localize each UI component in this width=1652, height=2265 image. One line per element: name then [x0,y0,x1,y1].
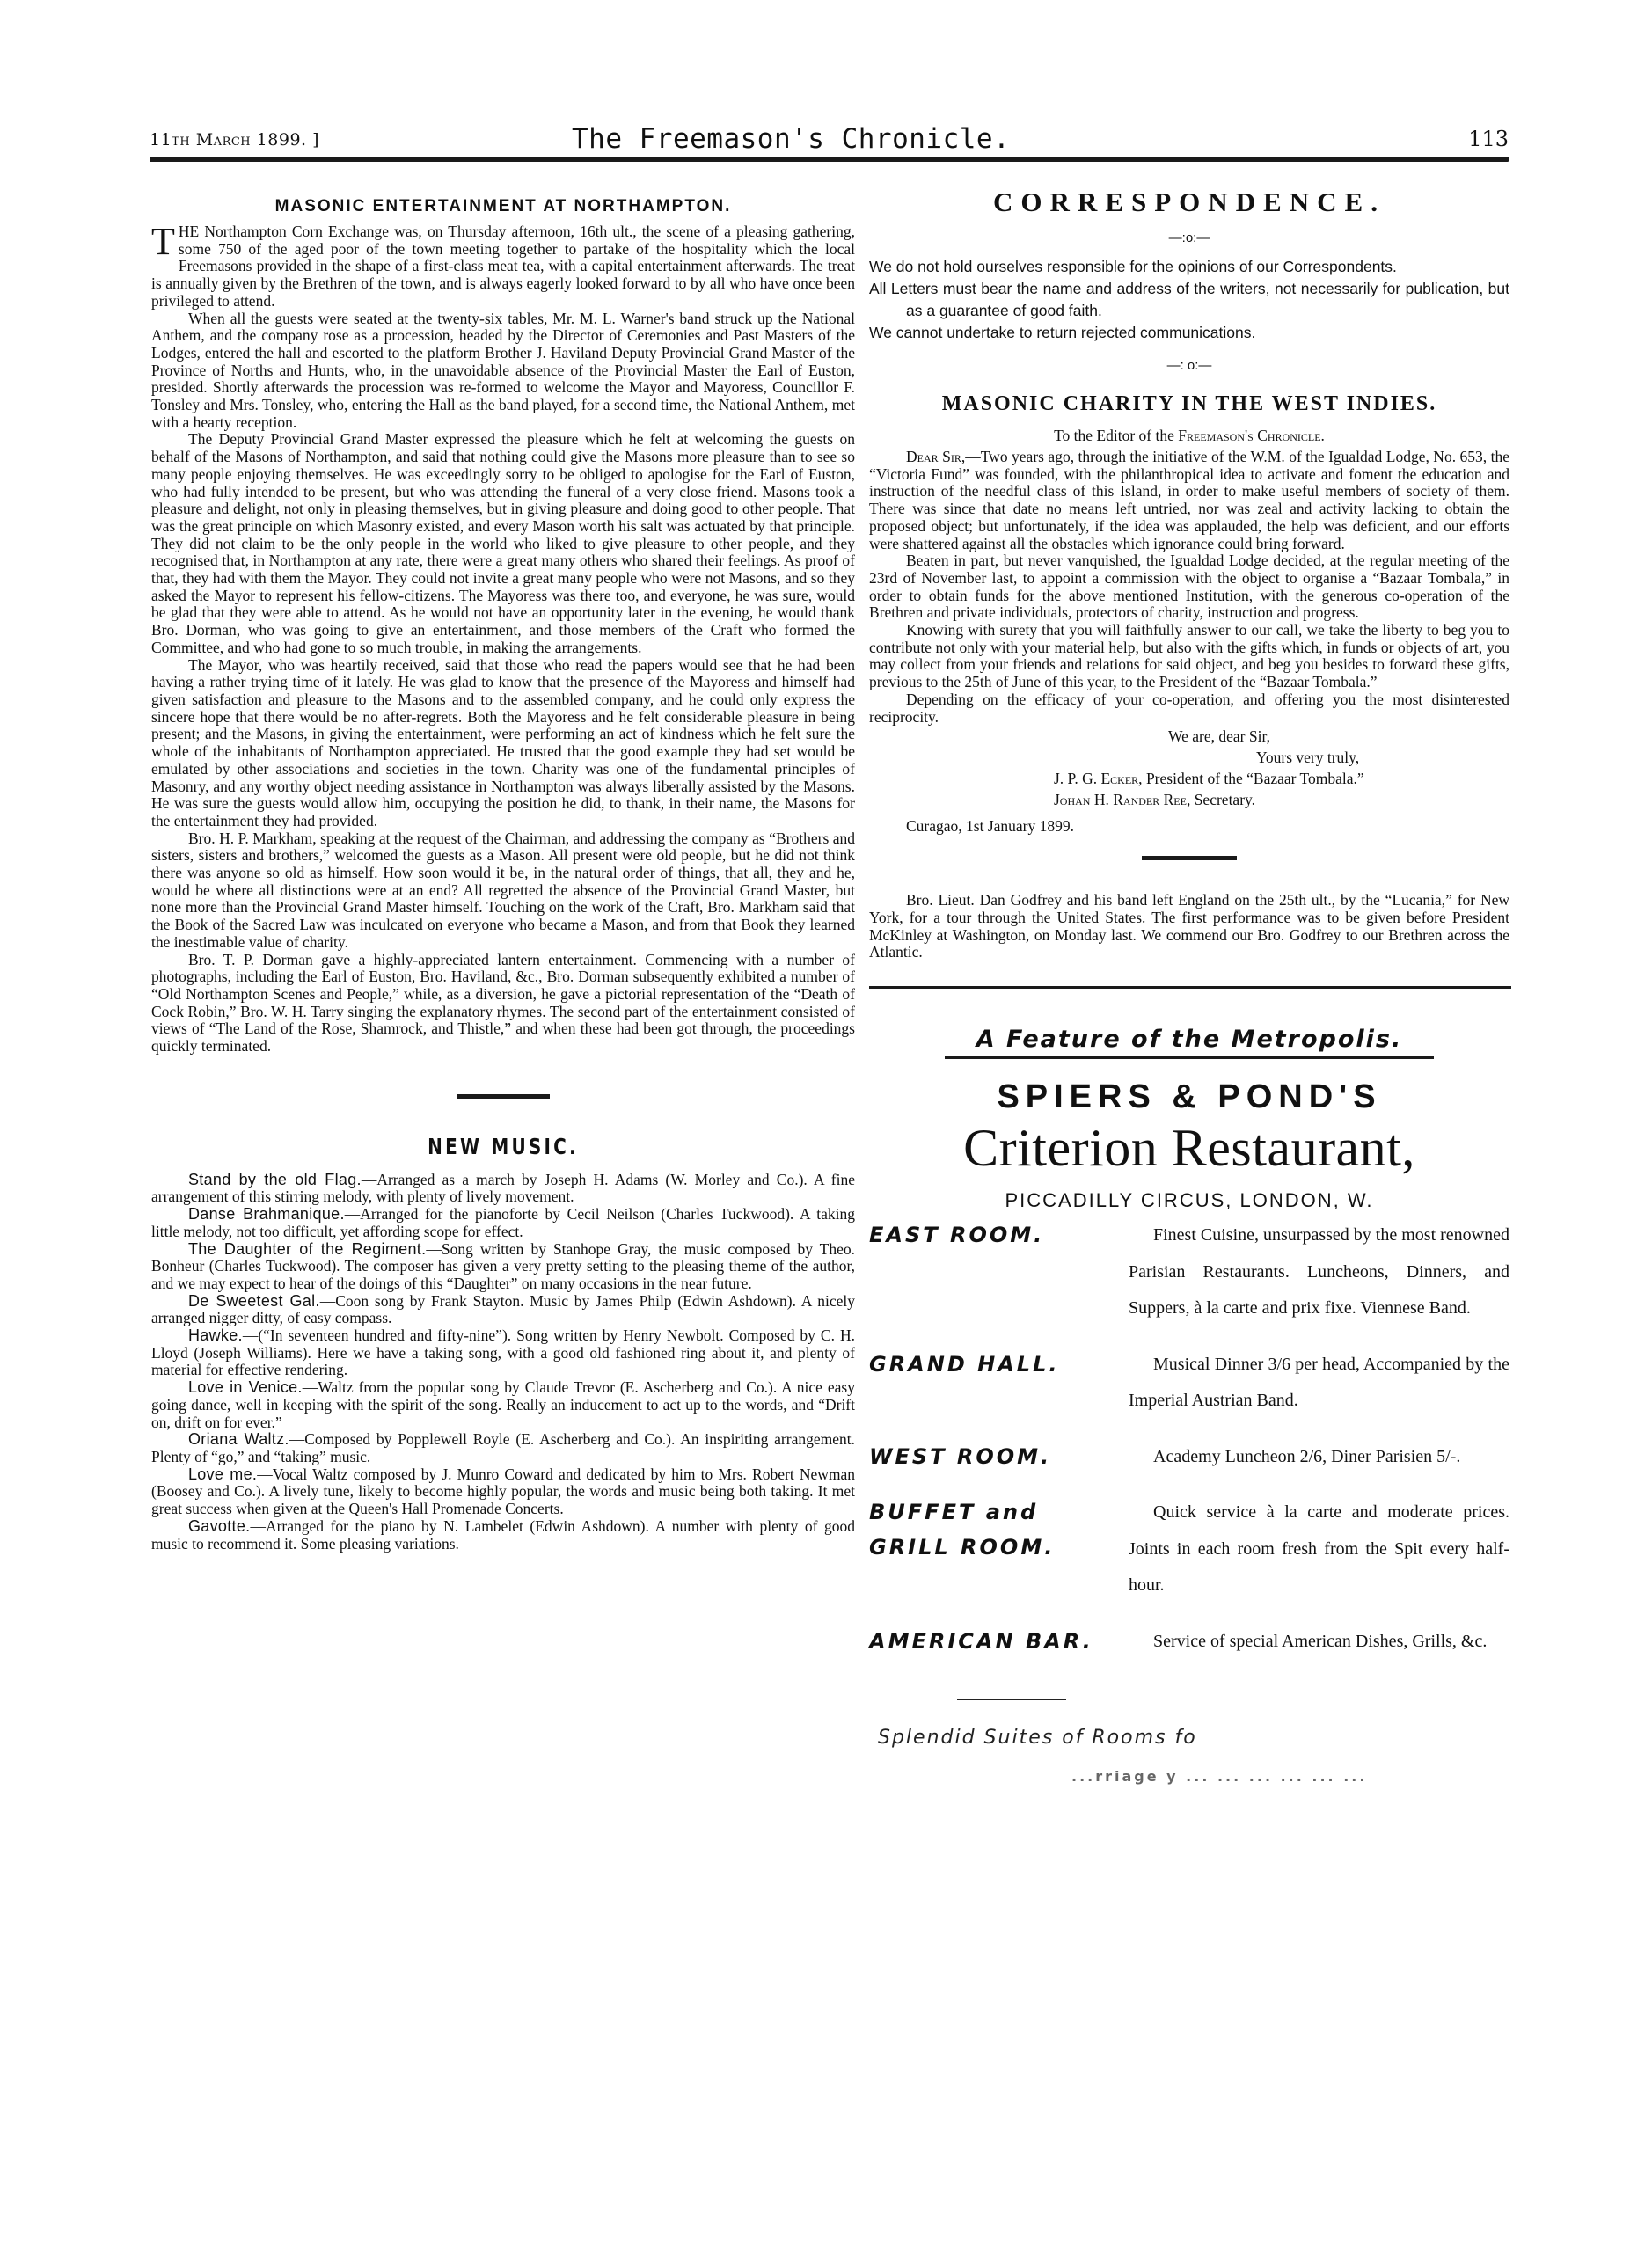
music-title: Oriana Waltz. [188,1430,289,1449]
music-title: The Daughter of the Regiment. [188,1239,427,1258]
article-paragraph: The Deputy Provincial Grand Master expressed the pleasure which he felt at welcoming the guests on behalf of the Masons of Northampton, and said that nothing could give the Masons more pleasure than to see so many people enjoying themselves. He was exceedingly sorry to be obliged to apologise for the Earl of Euston, who had fully intended to be present, but who was attending the funeral of a very close friend. Masons took a pleasure and delight, not only in pleasing themselves, but in giving pleasure and doing good to other people. That was the great principle on which Masonry existed, and every Mason worth his salt was actuated by that principle. They did not claim to be the only people in the world who liked to give pleasure to other people, and they recognised that, in Northampton at any rate, there were a great many others who shared their feelings. As proof of that, they had with them the Mayor. They could not invite a great many people who were not Masons, and so they asked the Mayor to represent his fellow-citizens. The Mayoress was there too, and everyone, he was sure, would be glad that they were able to attend. As he would not have an opportunity later in the evening, he would thank Bro. Dorman, who was going to give an entertainment, and those members of the Craft who formed the Committee, and who had gone to so much trouble, in making the arrangements. [151,430,855,656]
music-title: Love in Venice. [188,1378,303,1397]
music-title: Danse Brahmanique. [188,1205,345,1224]
music-title: De Sweetest Gal. [188,1291,320,1310]
room-name: AMERICAN BAR. [869,1628,1093,1654]
room-name: WEST ROOM. [869,1443,1052,1469]
music-title: Hawke. [188,1326,243,1345]
new-music-list [151,1172,855,1553]
advert-footer-faded: ...rriage y ... ... ... ... ... ... [1071,1768,1368,1786]
news-paragraph: Bro. Lieut. Dan Godfrey and his band left England on the 25th ult., by the “Lucania,” for New York, for a tour through the United States. The first performance was to be given before President McKinley at Washington, on Monday last. We commend our Bro. Godfrey to our Brethren across the Atlantic. [869,891,1509,961]
music-review: Hawke.—(“In seventeen hundred and fifty-nine”). Song written by Henry Newbolt. Composed by C. H. Lloyd (Joseph Williams). Here we have a taking song, with a good old fashioned ring about it, and plenty of material for effective rendering. [151,1326,855,1379]
letter-title: MASONIC CHARITY IN THE WEST INDIES. [941,392,1437,415]
room-name: BUFFET and GRILL ROOM. [869,1500,1056,1560]
northampton-article [151,197,855,1056]
advert-address: PICCADILLY CIRCUS, LONDON, W. [1005,1189,1374,1212]
publication-title: The Freemason's Chronicle. [572,123,1011,155]
article-paragraph: Bro. H. P. Markham, speaking at the request of the Chairman, and addressing the company as “Brothers and sisters, sisters and brothers,” welcomed the guests as a Mason. All present were old people, but he did not think there was anyone so old as himself. How soon would it be, in the natural order of things, that all, they and he, would be where all distinctions were at an end? All regretted the absence of the Provincial Grand Master, but none more than the Provincial Grand Master himself. Touching on the work of the Craft, Bro. Markham said that the Book of the Sacred Law was inculcated on everyone who became a Mason, and from that Book they learned the inestimable value of charity. [151,829,855,951]
editorial-notice: We cannot undertake to return rejected communications. [869,324,1256,341]
room-description: Academy Luncheon 2/6, Diner Parisien 5/-. [1153,1446,1461,1466]
article-title: MASONIC ENTERTAINMENT AT NORTHAMPTON. [274,197,732,216]
letter-addressee: To the Editor of the Freemason's Chronicle. [1054,427,1325,444]
room-description: Musical Dinner 3/6 per head, Accompanied by the Imperial Austrian Band. [1129,1354,1509,1411]
section-separator [457,1094,550,1099]
letter-paragraph: Dear Sir,—Two years ago, through the initiative of the W.M. of the Igualdad Lodge, No. 653, the “Victoria Fund” was founded, with the philanthropical idea to activate and foment the education and instruction of the needful class of this Island, in order to make useful members of society of them. There was since that date no means left untried, nor was zeal and activity lacking to obtain the proposed object; but unfortunately, if the idea was applauded, the help was deficient, and our efforts were shattered against all the obstacles which ignorance could bring forward. [869,448,1510,552]
page-number: 113 [1468,127,1509,151]
letter-body [869,449,1509,726]
salutation: Dear Sir, [906,448,966,465]
music-review: Love in Venice.—Waltz from the popular song by Claude Trevor (E. Ascherberg and Co.). A nice easy going dance, well in keeping with the spirit of the song. Really an inducement to act up to the words, and “Drift on, drift on for ever.” [151,1378,855,1431]
room-row-buffet-grill [869,1494,1509,1604]
music-review: Danse Brahmanique.—Arranged for the pianoforte by Cecil Neilson (Charles Tuckwood). A taking little melody, not too difficult, yet affording scope for effect. [151,1205,855,1240]
room-row-east [869,1217,1509,1327]
music-review: The Daughter of the Regiment.—Song written by Stanhope Gray, the music composed by Theo. Bonheur (Charles Tuckwood). The composer has given a very pretty setting to the pleasing theme of the author, and we may expect to hear of the doings of this “Daughter” on many occasions in the near future. [151,1239,855,1292]
letter-paragraph: Beaten in part, but never vanquished, the Igualdad Lodge decided, at the regular meeting of the 23rd of November last, to appoint a commission with the object to organise a “Bazaar Tombala,” in order to obtain funds for the above mentioned Institution, with the generous co-operation of the Brethren and private individuals, protectors of charity, instruction and progress. [869,552,1509,622]
advert-restaurant-name: Criterion Restaurant, [963,1119,1415,1178]
letter-signoff [869,726,1509,837]
letter-paragraph: Knowing with surety that you will faithfully answer to our call, we take the liberty to beg you to contribute not only with your material help, but also with the gifts which, in funds or objects of art, you may collect from your friends and relations for said object, and beg you besides to forward these gifts, previous to the 25th of June of this year, to the President of the “Bazaar Tombala.” [869,621,1509,691]
editorial-notice: All Letters must bear the name and address of the writers, not necessarily for publication, but as a guarantee of good faith. [869,280,1509,319]
room-name: EAST ROOM. [869,1223,1045,1248]
signatory: Johan H. Rander Ree, Secretary. [1054,791,1256,809]
article-paragraph: Bro. T. P. Dorman gave a highly-appreciated lantern entertainment. Commencing with a number of photographs, including the Earl of Euston, Bro. Haviland, &c., Bro. Dorman subsequently exhibited a number of “Old Northampton Scenes and People,” while, as a diversion, he gave a pictorial representation of the “Death of Cock Robin,” Bro. W. H. Tarry singing the explanatory rhymes. The second part of the entertainment consisted of views of “The Land of the Rose, Shamrock, and Thistle,” and when these had been got through, the proceedings quickly terminated. [151,950,855,1056]
advert-short-rule [957,1699,1066,1700]
new-music-section [151,1134,855,1553]
editorial-notice: We do not hold ourselves responsible for the opinions of our Correspondents. [869,258,1397,275]
new-music-title: NEW MUSIC. [428,1133,579,1159]
room-row-grand-hall [869,1347,1509,1420]
godfrey-note [869,892,1509,961]
masthead [150,123,1509,158]
advert-proprietor: SPIERS & POND'S [997,1078,1382,1116]
tagline-underline [945,1056,1434,1059]
music-review: Oriana Waltz.—Composed by Popplewell Royle (E. Ascherberg and Co.). An inspiriting arrangement. Plenty of “go,” and “taking” music. [151,1430,855,1465]
advert-rule [869,986,1511,989]
music-title: Gavotte. [188,1516,251,1535]
closing: We are, dear Sir, [1168,727,1270,746]
room-description: Service of special American Dishes, Grills, &c. [1153,1631,1488,1651]
music-title: Stand by the old Flag. [188,1170,362,1188]
room-description: Quick service à la carte and moderate prices. Joints in each room fresh from the Spit every half-hour. [1129,1502,1509,1596]
advert-tagline: A Feature of the Metropolis. [976,1026,1403,1054]
music-title: Love me. [188,1465,258,1483]
article-paragraph: When all the guests were seated at the twenty-six tables, Mr. M. L. Warner's band struck up the National Anthem, and the company rose as a procession, headed by the Director of Ceremonies and Past Masters of the Lodges, entered the hall and escorted to the platform Brother J. Haviland Deputy Provincial Grand Master of the Province of Norths and Hunts, who, in the unavoidable absence of the Provincial Master the Earl of Euston, presided. Shortly afterwards the procession was re-formed to welcome the Mayor and Mayoress, Councillor F. Tonsley and Mrs. Tonsley, who, entering the Hall as the band played, for a second time, the National Anthem, met with a hearty reception. [151,309,855,431]
music-review: Gavotte.—Arranged for the piano by N. Lambelet (Edwin Ashdown). A number with plenty of good music to recommend it. Some pleasing variations. [151,1516,855,1553]
ornament-divider: —: o:— [1166,358,1212,373]
drop-cap: T [151,220,175,263]
music-review: Love me.—Vocal Waltz composed by J. Munro Coward and dedicated by him to Mrs. Robert Newman (Boosey and Co.). A lively tune, likely to become highly popular, the words and music being both taking. It met great success when given at the Queen's Hall Promenade Concerts. [151,1465,855,1518]
advert-footer-partial: Splendid Suites of Rooms fo [878,1727,1197,1750]
music-review: De Sweetest Gal.—Coon song by Frank Stayton. Music by James Philp (Edwin Ashdown). A nicely arranged nigger ditty, of easy compass. [151,1291,855,1327]
criterion-advertisement [869,1026,1509,1785]
right-column [869,181,1509,1785]
correspondence-title: CORRESPONDENCE. [993,186,1385,217]
correspondence-section [869,186,1509,373]
room-row-american-bar [869,1624,1509,1661]
signatory: J. P. G. Ecker, President of the “Bazaar Tombala.” [1054,770,1364,788]
letter-paragraph: Depending on the efficacy of your co-operation, and offering you the most disinterested reciprocity. [869,690,1509,726]
closing: Yours very truly, [1256,749,1360,767]
room-description: Finest Cuisine, unsurpassed by the most renowned Parisian Restaurants. Luncheons, Dinners, and Suppers, à la carte and prix fixe. Viennese Band. [1129,1225,1509,1319]
issue-date: 11th March 1899. ] [150,130,320,150]
charity-letter [869,392,1509,837]
music-review: Stand by the old Flag.—Arranged as a march by Joseph H. Adams (W. Morley and Co.). A fine arrangement of this stirring melody, with plenty of lively movement. [151,1170,855,1206]
article-body [151,220,855,1056]
ornament-divider: —:o:— [1168,230,1210,245]
room-row-west [869,1439,1509,1476]
article-paragraph: THE Northampton Corn Exchange was, on Thursday afternoon, 16th ult., the scene of a pleasing gathering, some 750 of the aged poor of the town meeting together to partake of the hospitality which the local Freemasons provided in the shape of a first-class meat tea, with a capital entertainment afterwards. The treat is annually given by the Brethren of the town, and is always eagerly looked forward to by all who have once been privileged to attend. [151,220,855,310]
left-column [151,183,855,1553]
section-separator [1142,856,1237,860]
article-paragraph: The Mayor, who was heartily received, said that those who read the papers would see that he had been having a rather trying time of it lately. He was glad to know that the presence of the Mayoress and himself had given satisfaction and pleasure to the Masons and to the assembled company, and he could only express the sincere hope that there would be no after-regrets. Both the Mayoress and he felt considerable pleasure in being present; and the Masons, in giving the entertainment, were performing an act of kindness which he felt sure the whole of the inhabitants of Northampton appreciated. He trusted that the good example they had set would be emulated by other associations and societies in the town. Charity was one of the fundamental principles of Masonry, and any worthy object needing assistance in Northampton was always liberally assisted by the Masons. He was sure the guests would allow him, occupying the position he did, to thank, in their name, the Masons for the entertainment they had provided. [151,655,855,829]
room-name: GRAND HALL. [869,1351,1060,1377]
masthead-rule [150,157,1509,162]
place-date: Curagao, 1st January 1899. [906,817,1075,836]
